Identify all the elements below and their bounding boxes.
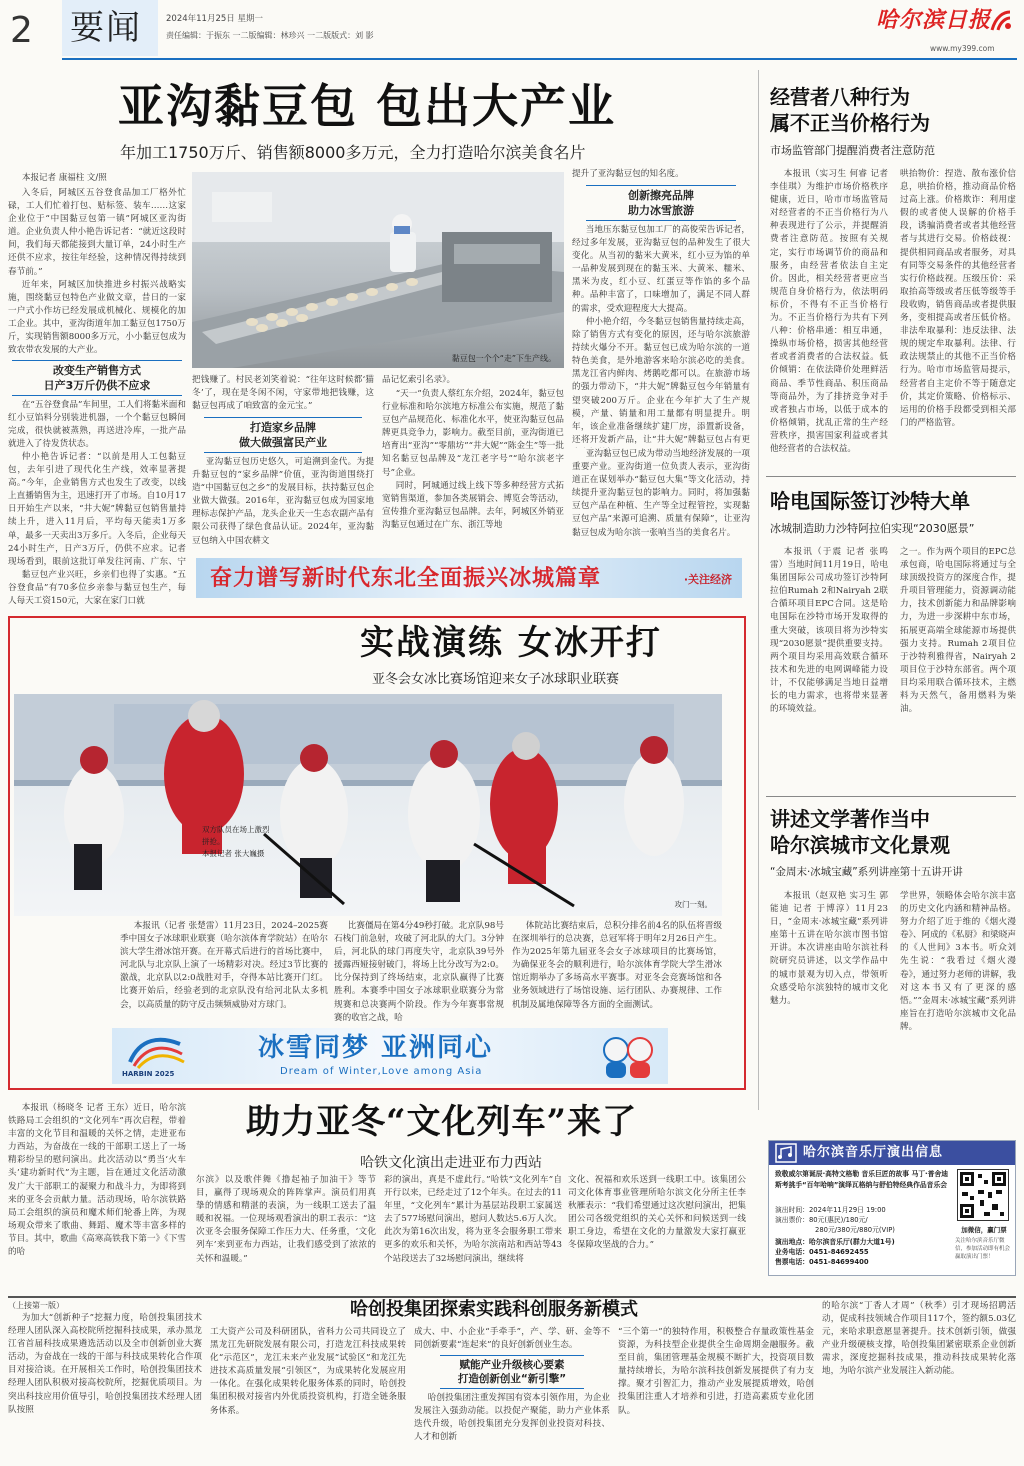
masthead-logo: 哈尔滨日报 (876, 7, 992, 33)
headline-line: 哈尔滨城市文化景观 (770, 833, 950, 857)
train-headline: 助力亚冬“文化列车”来了 (246, 1102, 638, 1142)
douabao-column-2 (192, 374, 374, 550)
subhead-line: 日产3万斤仍供不应求 (43, 379, 151, 392)
douabao-column-3 (382, 374, 564, 550)
subhead-line: 打造家乡品牌 (250, 421, 316, 434)
concert-ad (768, 1140, 1016, 1276)
investment-column-5: 的哈尔滨“丁香人才周”（秋季）引才现场招聘活动，促成科技领域合作项目117个，签约额5.03亿元，来哈求职意愿显著提升。技术创新引领，做强产业升级硬核支撑，哈创投集团紧密联系企业创新需求，深度挖掘科技成果，推动科技成果转化落地，为哈尔滨产业发展注入新动能。 (822, 1301, 1016, 1377)
hockey-headline: 实战演练 女冰开打 (360, 623, 662, 663)
editor-credits: 责任编辑：于振东 一二版编辑：林珍兴 一二版版式：刘 影 (166, 31, 374, 40)
concert-phone-tickets: 售票电话：0451-84699400 (775, 1258, 869, 1266)
concert-phone-business: 业务电话：0451-84692455 (775, 1248, 869, 1256)
douabao-column-1 (8, 172, 186, 607)
hockey-column-1: 本报讯（记者 张楚雷）11月23日，2024–2025赛季中国女子冰球职业联赛（哈尔滨体育学院站）在哈尔滨大学生滑冰馆开赛。在开幕式后进行的首场比赛中，河北队与北京队上演了一场精彩对决。经过3节比赛的激战，北京队以2:0战胜对手，夺得本站比赛开门红。比赛开始后，经验老到的北京队没有给河北队太多机会，以高质量的防守反击频频威胁对方球门。 (120, 921, 328, 1010)
subhead-line: 创新擦亮品牌 (628, 189, 694, 202)
subhead-line: 改变生产销售方式 (53, 364, 141, 377)
headline-line: 讲述文学著作当中 (770, 807, 930, 831)
section-title: 要闻 (70, 8, 142, 48)
douabao-col4-para-3: 仲小艳介绍，今冬黏豆包销售量持续走高，除了销售方式有变化的原因，还与哈尔滨旅游持续火爆分不开。黏豆包已成为哈尔滨的一道特色美食，是外地游客来哈尔滨必吃的美食。黑龙江省内鲜肉、烤鹅吃都可以。在旅游市场的强力带动下，“井大妮”牌黏豆包今年销量有望突破200万斤。企业在今年扩大了生产规模，产量、销量和用工量都有明显提升。明年，该企业准备继续扩建厂房，添置新设备，还将开发新产品，让“井大妮”牌黏豆包占有更 (572, 317, 750, 445)
douabao-para-5: 黏豆包产业兴旺，乡亲们也得了实惠。“五谷登食品”有70多位乡亲参与黏豆包生产，每人每天工资150元，大家在家门口就 (8, 570, 186, 607)
hockey-subtitle: 亚冬会女冰比赛场馆迎来女子冰球职业联赛 (372, 672, 620, 687)
banner-tag: ·关注经济 (683, 573, 732, 586)
investment-col3-para-2: 哈创投集团注重发挥国有资本引领作用，为企业发展注入强劲动能。以投促产聚能，助力产业体系迭代升级，哈创投集团充分发挥创业投资对科技、人才和创新 (414, 1393, 610, 1443)
douabao-subtitle: 年加工1750万斤、销售额8000多万元，全力打造哈尔滨美食名片 (120, 143, 586, 162)
qr-caption: 加微信，赢门票 (961, 1226, 1007, 1234)
section-rule (766, 476, 1016, 477)
douabao-col4-para-2: 当地压东黏豆包加工厂的高俊荣告诉记者，经过多年发展，亚沟黏豆包的品种发生了很大变化。从当初的黏米大黄米，红小豆为馅的单一品种发展到现在的黏玉米、大黄米、糯米、黑米为皮，红小豆、红蛋豆等作馅的多个品种。品种丰富了，口味增加了，满足不同人群的需求，受欢迎程度大大提高。 (572, 225, 750, 314)
douabao-headline: 亚沟黏豆包 包出大产业 (118, 79, 617, 133)
douabao-col4-para-1: 提升了亚沟黏豆包的知名度。 (572, 169, 684, 179)
concert-price (775, 1215, 951, 1235)
douabao-col2-para-2: 亚沟黏豆包历史悠久，可追溯到金代。为提升黏豆包的“家乡品牌”价值，亚沟街道围绕打造“中国黏豆包之乡”的发展目标，扶持黏豆包企业做大做强。2016年，亚沟黏豆包成为国家地理标志保护产品，龙头企业天一生态农副产品有限公司获得了绿色食品认证。2024年，亚沟黏豆包纳入中国农耕文 (192, 457, 374, 546)
concert-program: 致敬威尔第诞辰·高特文格勒 音乐巨匠的故事 马丁·普舍迪斯考挑手“百年哈响”演绎瓦格纳与舒伯特经典作品音乐会 (775, 1170, 949, 1189)
qr-code[interactable] (957, 1169, 1009, 1221)
logo-text: HARBIN 2025 (122, 1070, 175, 1078)
price-label: 演出票价： (775, 1216, 809, 1224)
investment-column-3 (414, 1326, 610, 1464)
masthead-emblem (988, 8, 1014, 34)
issue-date: 2024年11月25日 星期一 (166, 14, 263, 24)
hockey-column-3: 体院站比赛结束后，总积分排名前4名的队伍将晋级在深圳举行的总决赛，总冠军将于明年2月26日产生。作为2025年第九届亚冬会女子冰球项目的比赛场馆，为确保亚冬会的顺利进行，哈尔滨体育学院大学生滑冰馆近期举办了多场高水平赛事。对亚冬会竞赛场馆和各业务领域进行了场馆设施、运行团队、办赛规律、工作机制及属地保障等各方面的全面测试。 (512, 921, 722, 1010)
douabao-column-4 (572, 168, 750, 552)
douabao-para-1: 入冬后，阿城区五谷登食品加工厂格外忙碌，工人们忙着打包、贴标签、装车……这家企业位于“中国黏豆包第一镇”阿城区亚沟街道。企业负责人仲小艳告诉记者：“就近这段时间，我们每天都能接到大量订单，24小时生产还供不应求，按往年经验，这种情况得持续到春节前。” (8, 188, 186, 277)
douabao-subhead-1 (12, 360, 182, 396)
hockey-photo-caption-right: 攻门一刻。 (674, 900, 712, 909)
revitalization-banner (196, 558, 742, 598)
investment-subhead (440, 1355, 584, 1389)
douabao-photo (192, 172, 564, 368)
concert-ad-header (769, 1141, 1015, 1165)
caption-text: 双方队员在场上激烈拼抢。 (202, 825, 270, 846)
banner-slogan: 奋力谱写新时代东北全面振兴冰城篇章 (210, 565, 602, 591)
subhead-line: 做大做强富民产业 (239, 436, 327, 449)
page-header (0, 0, 1024, 62)
subhead-line: 助力冰雪旅游 (628, 204, 694, 217)
section-tab (62, 0, 158, 56)
headline-line: 属不正当价格行为 (770, 111, 930, 135)
investment-col3-para-1: 成大、中、小企业“手牵手”，产、学、研、金等不同创新要素“连起来”的良好创新创业生态。 (414, 1327, 610, 1351)
train-column-2: 尔滨》以及歌伴舞《撸起袖子加油干》等节目，赢得了现场观众的阵阵掌声。演员们用真挚的情感和精湛的表演，为一线职工送去了温暖和祝福。一位现场观看演出的职工表示：“这次亚冬会服务保障工作压力大、任务重，‘文化列车’来到亚布力西站，让我们感受到了浓浓的关怀和温暖。” (196, 1175, 376, 1264)
banner-english-slogan: Dream of Winter,Love among Asia (280, 1066, 483, 1077)
train-subtitle: 哈铁文化演出走进亚布力西站 (360, 1155, 542, 1171)
page-number: 2 (10, 10, 33, 51)
douabao-col3-para-1: 品记忆索引名录》。 (382, 375, 456, 385)
electric-subtitle: 冰城制造助力沙特阿拉伯实现“2030愿景” (770, 522, 975, 535)
concert-venue: 演出地点：哈尔滨音乐厅(群力大道1号) (775, 1238, 895, 1246)
harbin-2025-logo (120, 1032, 190, 1080)
hockey-photo-caption-left (202, 824, 272, 860)
header-rule (62, 58, 1017, 60)
hockey-photo (14, 694, 722, 916)
headline-line: 经营者八种行为 (770, 85, 910, 109)
concert-ad-title: 哈尔滨音乐厅演出信息 (803, 1145, 944, 1160)
continued-marker: （上接第一版） (8, 1301, 64, 1310)
literature-column-2: 学世界，领略体会哈尔滨丰富的历史文化内涵和精神品格。努力介绍了近于维的《烟火漫卷》、阿成的《私厨》和梁晓声的《人世间》3本书。听众刘先生说：“我看过《烟火漫卷》，通过努力老师的讲解，我对这本书又有了更深的感悟。”“金周末·冰城宝藏”系列讲座旨在打造哈尔滨城市文化品牌。 (900, 891, 1016, 1032)
photo-credit: 本报记者 张大巍摄 (202, 849, 265, 858)
price-headline (770, 84, 1016, 136)
investment-headline: 哈创投集团探索实践科创服务新模式 (350, 1299, 638, 1320)
douabao-para-3: 在“五谷登食品”车间里，工人们将黏米面和红小豆馅料分别装进机器，一个个黏豆包瞬间完成，很快就被蒸熟，再送进冷库，一批产品就进入了待发货状态。 (8, 400, 186, 450)
investment-column-4: “三个第一”的独特作用，积极整合存量政策性基金资源，为科技型企业提供全生命周期金融服务。截至目前，集团管理基金规模不断扩大，投资项目数量持续增长，为哈尔滨科技创新发展提供了有力支撑。聚才引智汇力，推动产业发展提质增效，哈创投集团注重人才培养和引进，打造高素质专业化团队。 (618, 1327, 814, 1416)
hockey-column-2: 比赛僵局在第4分49秒打破。北京队98号石栈门前急射，攻破了河北队的大门。3分钟后，河北队的球门再度失守，北京队39号外援露西娅接射破门，将场上比分改写为2:0。比分保持到了终场结束，北京队赢得了比赛胜利。本赛季中国女子冰球职业联赛分为常规赛和总决赛两个阶段。作为今年赛事常规赛的收官之战，哈 (334, 921, 504, 1023)
price-subtitle: 市场监管部门提醒消费者注意防范 (770, 144, 935, 157)
concert-time: 演出时间：2024年11月29日 19:00 (775, 1206, 886, 1214)
literature-column-1: 本报讯（赵双艳 实习生 郭能迪 记者 于博淳）11月23日，“金周末·冰城宝藏”系列讲座第十五讲在哈尔滨市图书馆开讲。本次讲座由哈尔滨社科院研究员讲述，以文学作品中的城市景观为切入点，带领听众感受哈尔滨独特的城市文化魅力。 (770, 891, 888, 1006)
literature-subtitle: “金周末·冰城宝藏”系列讲座第十五讲开讲 (770, 866, 963, 878)
train-column-4: 文化、祝福和欢乐送到一线职工中。该集团公司文化体育事业管理所哈尔滨文化分所主任李秋雁表示：“我们希望通过这次慰问演出，把集团公司各级党组织的关心关怀和问候送到一线职工身边，希望在文化的力量激发大家打赢亚冬保障攻坚战的合力。” (568, 1175, 746, 1251)
column-divider (758, 70, 759, 1110)
price-column-2: 哄抬物价：捏造、散布涨价信息，哄抬价格，推动商品价格过高上涨。价格欺诈：利用虚假的或者使人误解的价格手段，诱骗消费者或者其他经营者与其进行交易。价格歧视：提供相同商品或者服务，对具有同等交易条件的其他经营者实行价格歧视。压级压价：采取抬高等级或者压低等级等手段收购，销售商品或者提供服务，变相提高或者压低价格。非法牟取暴利：违反法律、法规的规定牟取暴利。法律、行政法规禁止的其他不正当价格行为。哈市市场监管局提示，经营者自主定价不等于随意定价，其定价策略、价格标示、运用的价格手段都受到相关部门的严格监管。 (900, 169, 1016, 428)
asian-winter-games-banner (112, 1028, 668, 1084)
investment-column-2: 工大资产公司及科研团队，省科力公司共同设立了黑龙江先研院发展有限公司，打造龙江科技成果转化“示范区”，龙江未来产业发展“试验区”和龙江先进技术高质量发展“引领区”，为成果转化发展应用一体化。在强化成果转化服务体系的同时，哈创投集团积极对接省内外优质投资机构，打造全链条服务体系。 (210, 1327, 406, 1416)
electric-column-2: 之一。作为两个项目的EPC总承包商，哈电国际将通过与全球顶级投资方的深度合作，提升项目管理能力，资源调动能力，技术创新能力和品牌影响力，为进一步深耕中东市场，拓展更高端全球能源市场提供强力支持。Rumah 2项目位于沙特利雅得省，Nairyah 2项目位于沙特东部省。两个项目均采用联合循环技术，主燃料为天然气，备用燃料为柴油。 (900, 547, 1016, 715)
mascot-icon (598, 1032, 658, 1080)
website-url: www.my399.com (930, 44, 995, 53)
price-values: 80元(惠民)/180元/ (808, 1216, 868, 1224)
qr-note: 关注哈尔滨音乐厅微信，参加活动即有机会赢取演出门票！ (955, 1238, 1011, 1260)
douabao-para-4: 仲小艳告诉记者：“以前是用人工包黏豆包，去年引进了现代化生产线，效率显著提高。”今年，企业销售方式也发生了改变，以线上直播销售为主，迅速打开了市场。自10月17日开始生产以来，“井大妮”牌黏豆包销售量持续上升，进入11月后，平均每天能卖1万多单，最多一天卖出3万多斤。入冬后，企业每天24小时生产，日产3万斤，仍供不应求。记者现场看到，眼前这批订单发往河南、广东、宁 (8, 452, 186, 567)
douabao-col4-para-4: 亚沟黏豆包已成为带动当地经济发展的一项重要产业。亚沟街道一位负责人表示，亚沟街道正在谋划举办“黏豆包大集”等文化活动，持续提升亚沟黏豆包的影响力。同时，将加强黏豆包产品在种植、生产等全过程管控，实现黏豆包产品“来源可追溯、质量有保障”，让亚沟黏豆包成为哈尔滨一张响当当的美食名片。 (572, 449, 750, 538)
douabao-col3-para-3: 同时，阿城通过线上线下等多种经营方式拓宽销售渠道，参加各类展销会、博览会等活动，宣传推介亚沟黏豆包品牌。去年，阿城区外销亚沟黏豆包通过在广东、浙江等地 (382, 481, 564, 531)
music-hall-icon (775, 1143, 797, 1163)
electric-headline: 哈电国际签订沙特大单 (770, 489, 970, 513)
literature-headline (770, 806, 1016, 858)
investment-column-1: 为加大“创新种子”挖掘力度，哈创投集团技术经理人团队深入高校院所挖掘科技成果，承办黑龙江省首届科技成果遴选活动以及全市创新创业大赛活动，为奋战在一线的干部与科技成果转化合作项目对接洽谈。在开展相关工作时，哈创投集团技术经理人团队积极对接高校院所，挖掘优质项目。为突出科技应用价值导引，哈创投集团技术经理人团队按照 (8, 1313, 202, 1415)
train-column-1: 本报讯（杨晓冬 记者 王东）近日，哈尔滨铁路局工会组织的“文化列车”再次启程，带着丰富的文化节目和温暖的关怀之情，走进亚布力西站，为奋战在一线的干部职工送上了一场精彩纷呈的慰问演出。此次活动以“勇当‘火车头’建功新时代”为主题，旨在通过文化活动激发广大干部职工的凝聚力和战斗力，为即将到来的亚冬会贡献力量。活动现场，哈尔滨铁路局工会组织的演员和魔术师们轮番上阵，为现场观众带来了歌曲、舞蹈、魔术等丰富多样的节目。其中，歌曲《高寒高铁我下第一》《下雪的哈 (8, 1103, 186, 1258)
douabao-col3-para-2: “天一”负责人蔡红东介绍，2024年，黏豆包行业标准和哈尔滨地方标准公布实施，规范了黏豆包产品规范化、标准化水平，使亚沟黏豆包品牌更具竞争力，影响力。截至目前，亚沟街道已培育出“亚沟”“零鼎坊”“井大妮”“陈金生”等一批知名黏豆包品牌及“龙江老字号”“哈尔滨老字号”企业。 (382, 389, 564, 478)
banner-slogan: 冰雪同梦 亚洲同心 (258, 1033, 494, 1063)
train-column-3: 彩的演出，真是不虚此行。”哈铁“文化列车”自开行以来，已经走过了12个年头。在过去的11年里，“文化列车”累计为基层站段职工家属送去了577场慰问演出，慰问人数达5.6万人次。此次为第16次出发，将为亚冬会服务职工带来更多的欢乐和关怀，为哈尔滨南站和西站等43个站段送去了32场慰问演出，继续将 (384, 1175, 562, 1264)
douabao-col2-para-1: 把钱赚了。村民老刘笑着说：“往年这时候都‘猫冬’了，现在是冬闲不闲，守家带地把钱赚，这黏豆包再成了咱致富的金元宝。” (192, 375, 374, 412)
subhead-line: 打造创新创业“新引擎” (457, 1373, 567, 1385)
price-column-1: 本报讯（实习生 何睿 记者 李佳琪）为维护市场价格秩序健康，近日，哈市市场监管局对经营者的不正当价格行为八种表现进行了公示，并提醒消费者注意防范。按照有关规定，实行市场调节价的商品和服务，由经营者依法自主定价。因此，相关经营者更应当规范自身价格行为，依法明码标价，不得有不正当价格行为。不正当价格行为共有下列八种：价格串通：相互串通，操纵市场价格，损害其他经营者或者消费者的合法权益。低价倾销：在依法降价处理鲜活商品、季节性商品、积压商品等商品外，为了排挤竞争对手或者独占市场，以低于成本的价格倾销，扰乱正常的生产经营秩序，损害国家利益或者其他经营者的合法权益。 (770, 169, 888, 454)
subhead-line: 赋能产业升级核心要素 (459, 1359, 565, 1371)
douabao-photo-caption: 黏豆包一个个“走”下生产线。 (451, 354, 556, 363)
douabao-subhead-3 (586, 185, 736, 221)
douabao-para-2: 近年来，阿城区加快推进乡村振兴战略实施，围绕黏豆包特色产业做文章，昔日的一家一户式小作坊已经发展成机械化、规模化的加工企业。其中，亚沟街道年加工黏豆包1750万斤，实现销售额8000多万元，小小黏豆包成为致农带农发展的大产业。 (8, 280, 186, 356)
section-rule (766, 796, 1016, 797)
douabao-subhead-2 (204, 417, 362, 453)
price-values: 280元/380元/880元(VIP) (815, 1226, 895, 1234)
electric-column-1: 本报讯（于震 记者 张鸣雷）当地时间11月19日，哈电集团国际公司成功签订沙特阿拉伯Rumah 2和Nairyah 2联合循环项目EPC合同。这是哈电国际在沙特市场开发取得的重大突破，该项目将为沙特实现“2030愿景”提供重要支持。两个项目均采用高效联合循环技术和先进的电网调峰能力设计，不仅能够满足当地日益增长的电力需求，也将带来显著的环境效益。 (770, 547, 888, 715)
douabao-byline: 本报记者 康福柱 文/照 (22, 173, 107, 183)
